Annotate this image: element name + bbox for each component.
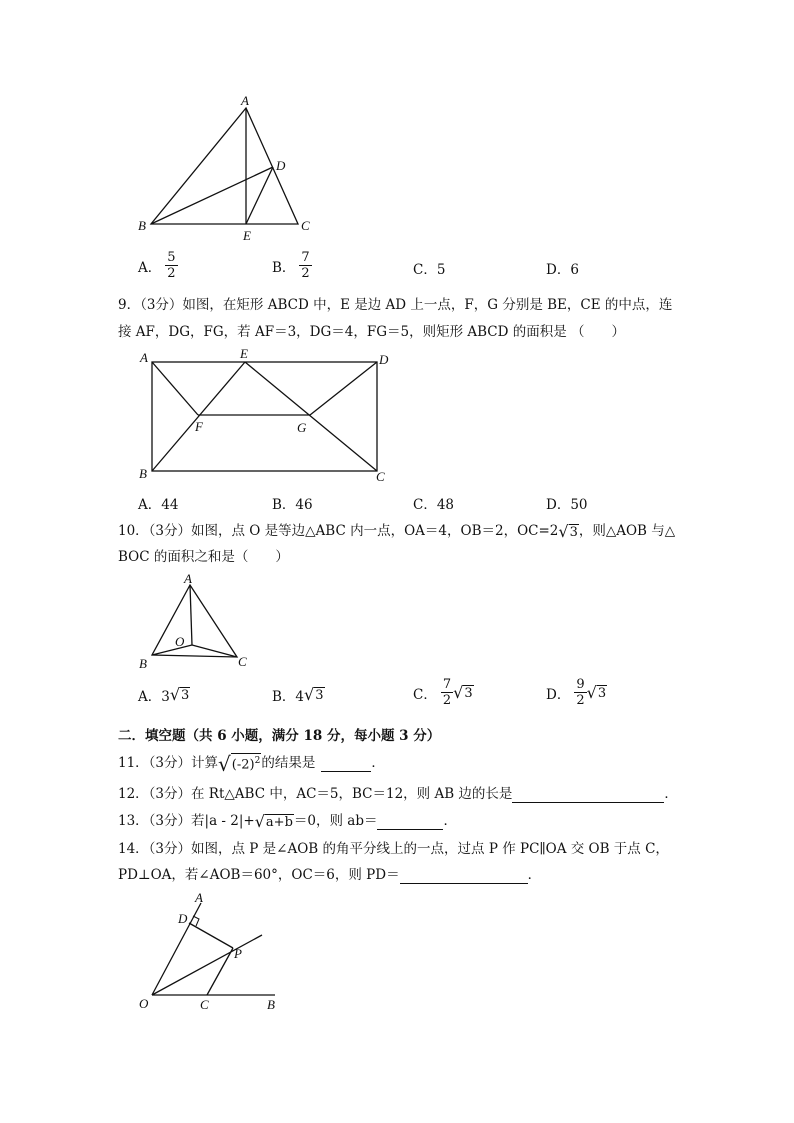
q13-answer-blank[interactable] (377, 816, 443, 830)
fig8-label-b: B (138, 218, 146, 233)
q9-option-a: A．44 (138, 497, 179, 513)
q8-option-d: D．6 (546, 262, 579, 278)
q14-stem-line2: PD⊥OA，若∠AOB＝60°，OC＝6，则 PD＝ ． (118, 867, 542, 883)
fig8-label-e: E (243, 228, 251, 243)
q11-stem: 11．（3分）计算 √ $(-2)^2$ 的结果是 ． (118, 752, 385, 777)
q10-option-d: D． $\frac{9}{2}$ √ 3 (546, 677, 607, 708)
fig8-label-d: D (276, 158, 286, 173)
fig9-label-c: C (376, 469, 385, 484)
fig14-label-a: A (195, 890, 203, 905)
fig8-label-a: A (241, 93, 249, 108)
fig10-label-a: A (184, 571, 192, 586)
fig14-label-c: C (200, 997, 209, 1012)
q13-stem: 13．（3分）若|a - 2|+ √ a+b ＝0，则 ab＝ ． (118, 812, 457, 831)
fig14-label-b: B (267, 997, 275, 1012)
figure-q14-angle (135, 890, 295, 1015)
q12-answer-blank[interactable] (512, 789, 664, 803)
fig10-label-c: C (238, 654, 247, 669)
section-title-fill-in: 二．填空题（共 6 小题，满分 18 分，每小题 3 分） (118, 728, 441, 744)
q14-stem-line1: 14．（3分）如图，点 P 是∠AOB 的角平分线上的一点，过点 P 作 PC∥OA 交 OB 于点 C， (118, 841, 669, 857)
q12-stem: 12．（3分）在 Rt△ABC 中，AC＝5，BC＝12，则 AB 边的长是 ． (118, 786, 678, 802)
fig10-label-b: B (139, 656, 147, 671)
q9-option-c: C．48 (413, 497, 455, 513)
fig8-label-c: C (301, 218, 310, 233)
q9-option-b: B．46 (272, 497, 313, 513)
q8-option-b: B． $\frac{7}{2}$ (272, 250, 310, 281)
fig14-label-p: P (234, 946, 242, 961)
fig9-label-a: A (140, 350, 148, 365)
fig9-label-b: B (139, 466, 147, 481)
q10-stem-line1: 10．（3分）如图，点 O 是等边△ABC 内一点，OA＝4，OB＝2，OC=2 √ 3 ，则△AOB 与△ (118, 522, 676, 541)
q9-stem-line1: 9．（3分）如图，在矩形 ABCD 中，E 是边 AD 上一点，F，G 分别是 BE，CE 的中点，连 (118, 297, 673, 313)
q10-option-b: B．4 √ 3 (272, 685, 324, 705)
fig14-label-o: O (139, 996, 149, 1011)
fig9-label-d: D (379, 352, 389, 367)
fig9-label-g: G (297, 420, 307, 435)
q10-stem-line2: BOC 的面积之和是（ ） (118, 549, 289, 565)
q8-option-c: C．5 (413, 262, 446, 278)
fig14-label-d: D (178, 911, 188, 926)
figure-q9-rectangle (135, 345, 395, 490)
q9-option-d: D．50 (546, 497, 588, 513)
fig10-label-o: O (175, 634, 185, 649)
fig9-label-e: E (240, 346, 248, 361)
figure-q8-triangle (130, 90, 330, 250)
figure-q10-triangle (130, 570, 260, 675)
q10-option-a: A．3 √ 3 (138, 685, 190, 705)
q9-stem-line2: 接 AF，DG，FG，若 AF＝3，DG＝4，FG＝5，则矩形 ABCD 的面积是 （ ） (118, 324, 626, 340)
q11-answer-blank[interactable] (321, 758, 371, 772)
q8-option-a: A． $\frac{5}{2}$ (138, 250, 176, 281)
q10-option-c: C． $\frac{7}{2}$ √ 3 (413, 677, 473, 708)
q14-answer-blank[interactable] (400, 870, 528, 884)
fig9-label-f: F (195, 419, 203, 434)
